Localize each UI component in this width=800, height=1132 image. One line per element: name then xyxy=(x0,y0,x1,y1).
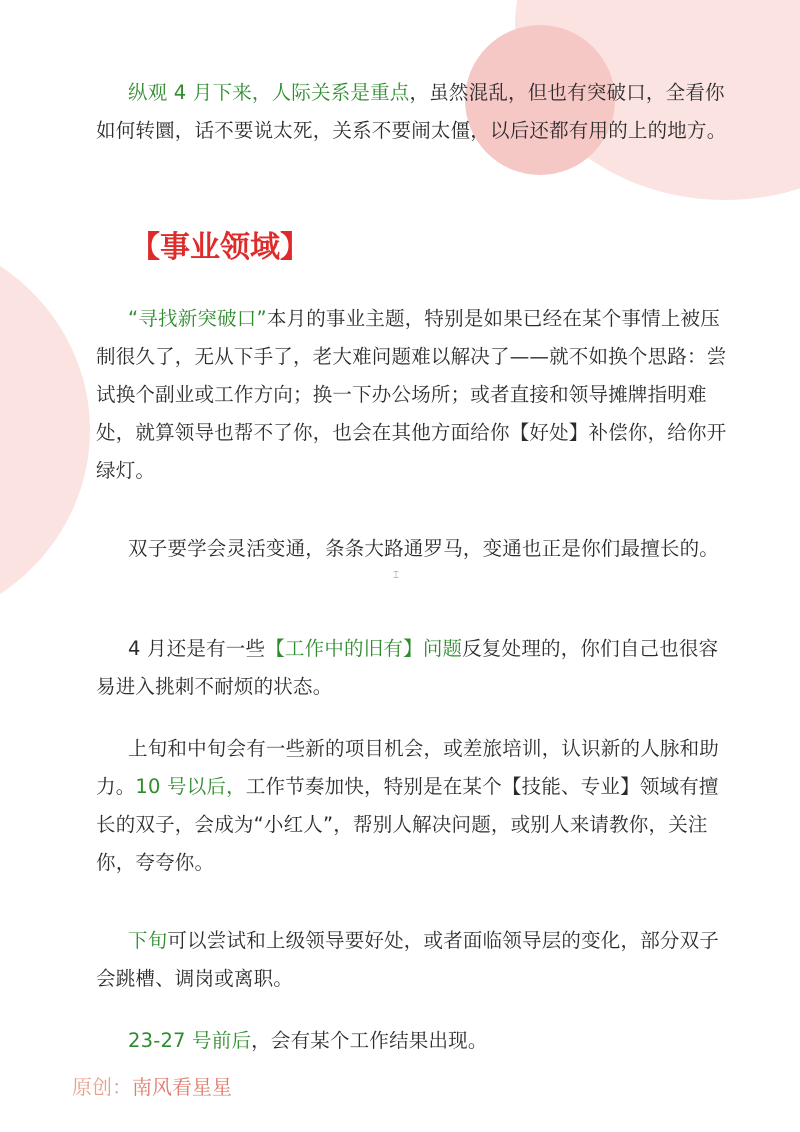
highlight-text: “寻找新突破口” xyxy=(128,307,267,330)
text-cursor-icon: ⌶ xyxy=(393,570,399,581)
paragraph-relationships xyxy=(96,74,736,150)
body-text: 可以尝试和上级领导要好处，或者面临领导层的变化，部分双子会跳槽、调岗或离职。 xyxy=(96,929,720,990)
credit-label: 原创： xyxy=(72,1075,132,1099)
paragraph-old-issues xyxy=(96,630,736,706)
section-heading-career: 【事业领域】 xyxy=(130,230,310,265)
paragraph-opportunities xyxy=(96,730,736,882)
author-name: 南风看星星 xyxy=(132,1075,232,1099)
author-credit xyxy=(72,1072,232,1102)
decorative-circle-left xyxy=(0,230,90,630)
body-text: ，虽然混乱，但也有突破口，全看你如何转圜，话不要说太死，关系不要闹太僵，以后还都有用的上的地方。 xyxy=(96,81,727,142)
highlight-text: 10 号以后， xyxy=(135,775,246,798)
paragraph-results xyxy=(96,1022,736,1060)
paragraph-flexibility xyxy=(96,530,736,568)
body-text: 4 月还是有一些 xyxy=(128,637,266,660)
highlight-text: 23-27 号前后 xyxy=(128,1029,252,1052)
highlight-text: 纵观 4 月下来，人际关系是重点 xyxy=(128,81,410,104)
body-text: 上旬和中旬会有一些新的项目机会，或差旅培训，认识新的人脉和助力。 xyxy=(96,737,720,798)
highlight-text: 下旬 xyxy=(128,929,168,952)
body-text: 双子要学会灵活变通，条条大路通罗马，变通也正是你们最擅长的。 xyxy=(128,537,720,560)
paragraph-late-month xyxy=(96,922,736,998)
highlight-text: 【工作中的旧有】问题 xyxy=(265,637,463,660)
body-text: 本月的事业主题，特别是如果已经在某个事情上被压制很久了，无从下手了，老大难问题难以解决了——就不如换个思路：尝试换个副业或工作方向；换一下办公场所；或者直接和领导摊牌指明难处，就算领导也帮不了你，也会在其他方面给你【好处】补偿你，给你开绿灯。 xyxy=(96,307,727,482)
body-text: 反复处理的，你们自己也很容易进入挑刺不耐烦的状态。 xyxy=(96,637,719,698)
body-text: 工作节奏加快，特别是在某个【技能、专业】领域有擅长的双子，会成为“小红人”，帮别人解决问题，或别人来请教你，关注你，夸夸你。 xyxy=(96,775,719,874)
body-text: ，会有某个工作结果出现。 xyxy=(251,1029,488,1052)
paragraph-career-theme xyxy=(96,300,736,490)
